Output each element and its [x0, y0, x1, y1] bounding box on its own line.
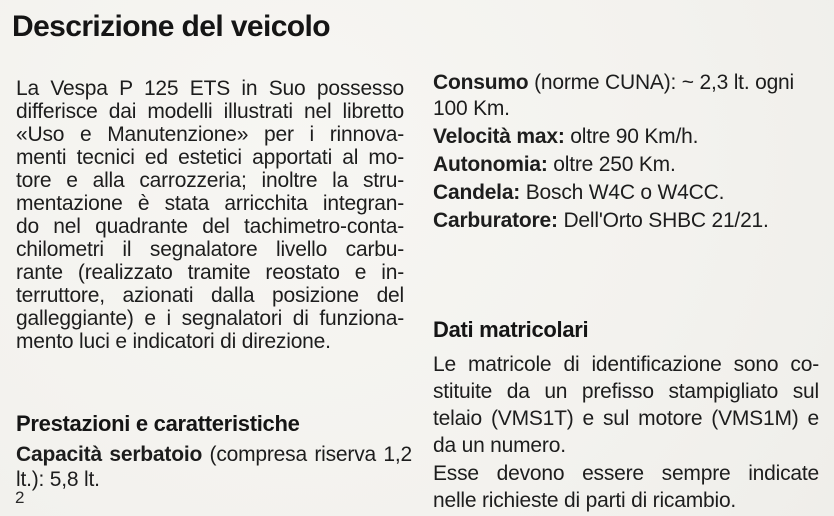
- spec-item-consumo: [433, 70, 819, 122]
- text-line: telaio (VMS1T) e sul motore (VMS1M) e: [433, 407, 819, 430]
- serial-paragraph-2: [433, 460, 819, 514]
- spec-value: oltre 250 Km.: [553, 153, 676, 176]
- spec-item-candela: [433, 180, 819, 206]
- performance-heading: Prestazioni e caratteristiche: [16, 411, 300, 436]
- text-line: do nel quadrante del tachimetro-conta-: [16, 215, 404, 238]
- text-line: «Uso e Manutenzione» per i rinnova-: [16, 123, 404, 146]
- text-line: da un numero.: [433, 434, 566, 457]
- text-line: differisce dai modelli illustrati nel libretto: [16, 100, 404, 123]
- spec-label: Velocità max:: [433, 125, 565, 148]
- text-line: menti tecnici ed estetici apportati al mo-: [16, 146, 404, 169]
- text-line: mento luci e indicatori di direzione.: [16, 330, 331, 353]
- capacity-label: Capacità serbatoio: [16, 443, 203, 466]
- text-line: galleggiante) e i segnalatori di funziona-: [16, 307, 404, 330]
- text-line: terruttore, azionati dalla posizione del: [16, 284, 404, 307]
- text-line: stituite da un prefisso stampigliato sul: [433, 380, 819, 403]
- spec-label: Consumo: [433, 71, 529, 94]
- spec-value: Bosch W4C o W4CC.: [525, 181, 725, 204]
- serial-data-heading: Dati matricolari: [433, 317, 589, 342]
- capacity-spec: [16, 442, 412, 492]
- spec-item-velocita: [433, 124, 819, 150]
- page-title: Descrizione del veicolo: [12, 10, 330, 43]
- text-line: Esse devono essere sempre indicate: [433, 462, 819, 485]
- specs-list: [433, 70, 819, 236]
- spec-item-autonomia: [433, 152, 819, 178]
- spec-label: Carburatore:: [433, 209, 558, 232]
- capacity-value: (compresa riserva 1,2 lt.): 5,8 lt.: [16, 443, 412, 491]
- text-line: mentazione è stata arricchita integran-: [16, 192, 404, 215]
- text-line: tore e alla carrozzeria; inoltre la stru-: [16, 169, 404, 192]
- spec-value: (norme CUNA): ~ 2,3 lt. ogni 100 Km.: [433, 71, 794, 120]
- text-line: nelle richieste di parti di ricambio.: [433, 489, 737, 512]
- spec-label: Autonomia:: [433, 153, 548, 176]
- spec-value: Dell'Orto SHBC 21/21.: [563, 209, 769, 232]
- spec-label: Candela:: [433, 181, 521, 204]
- page-number: 2: [15, 488, 25, 507]
- text-line: Le matricole di identificazione sono co-: [433, 353, 819, 376]
- spec-value: oltre 90 Km/h.: [570, 125, 699, 148]
- text-line: La Vespa P 125 ETS in Suo possesso: [16, 77, 404, 100]
- spec-item-carburatore: [433, 208, 819, 234]
- text-line: chilometri il segnalatore livello carbu-: [16, 238, 404, 261]
- intro-paragraph: [16, 77, 404, 353]
- text-line: rante (realizzato tramite reostato e in-: [16, 261, 404, 284]
- serial-paragraph-1: [433, 351, 819, 459]
